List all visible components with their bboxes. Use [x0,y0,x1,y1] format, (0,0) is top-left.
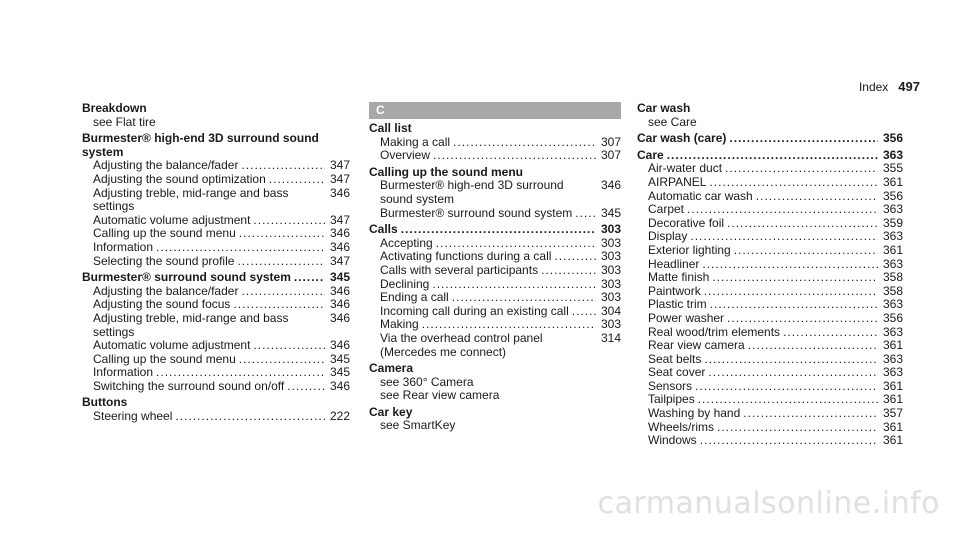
index-subentry-text: Burmester® high-end 3D surround sound system [380,178,564,206]
index-subentry[interactable] [637,176,903,190]
leader-dots [253,339,325,353]
index-subentry-text: Adjusting the sound optimization [93,171,266,186]
index-subentry[interactable] [369,136,621,150]
page-ref[interactable]: 346 [329,226,350,241]
leader-dots [433,149,596,163]
leader-dots [743,407,878,421]
page-ref[interactable]: 361 [882,338,903,353]
index-subentry-text: Rear view camera [648,338,745,353]
index-subentry-text: Windows [648,433,697,448]
index-entry [369,166,621,220]
index-term-text: Burmester® surround sound system [82,270,291,285]
page-ref[interactable]: 361 [882,378,903,393]
index-term-text: Burmester® high-end 3D surround sound system [82,131,319,159]
index-subentry-text: Plastic trim [648,297,707,312]
index-subentry-text: Seat belts [648,351,702,366]
index-subentry[interactable] [369,149,621,163]
index-subentry[interactable] [82,187,350,214]
watermark-logo: carmanualsonline.info [597,486,940,521]
page-ref[interactable]: 303 [600,290,621,305]
index-subentry-text: Carpet [648,202,685,217]
index-subentry[interactable] [82,312,350,339]
index-subentry[interactable] [82,285,350,299]
index-term[interactable] [82,271,350,285]
index-entry [369,362,621,403]
index-term-text: Calling up the sound menu [369,164,523,179]
index-subentry[interactable] [637,339,903,353]
index-subentry[interactable] [82,410,350,424]
index-subentry[interactable] [369,291,621,305]
index-term-text: Car wash (care) [637,131,727,146]
index-subentry-text: Making a call [380,134,451,149]
index-subentry[interactable] [82,380,350,394]
page-ref[interactable]: 355 [882,161,903,176]
page-ref[interactable]: 357 [882,406,903,421]
index-entry [637,102,903,129]
index-subentry-text: Declining [380,276,430,291]
index-subentry[interactable] [637,271,903,285]
index-term [637,102,903,116]
index-subentry[interactable] [369,318,621,332]
index-subentry-text: Calling up the sound menu [93,351,236,366]
page-ref[interactable]: 363 [882,256,903,271]
index-subentry-text: Exterior lighting [648,242,731,257]
leader-dots [712,271,878,285]
page-ref[interactable]: 356 [882,188,903,203]
index-subentry-text: Making [380,317,419,332]
page-ref[interactable]: 359 [882,215,903,230]
leader-dots [687,203,878,217]
index-subentry[interactable] [637,326,903,340]
page-number: 497 [898,79,920,94]
page-ref[interactable]: 303 [600,222,621,237]
page-ref[interactable]: 363 [882,351,903,366]
index-subentry[interactable] [82,241,350,255]
page-ref[interactable]: 363 [882,229,903,244]
index-term [82,102,350,116]
index-subentry[interactable] [637,393,903,407]
index-subentry-text: Activating functions during a call [380,249,552,264]
index-subentry-text: Washing by hand [648,406,741,421]
page-ref[interactable]: 361 [882,419,903,434]
index-entry [82,271,350,393]
index-subentry-text: Overview [380,148,431,163]
index-subentry-text: Incoming call during an existing call [380,303,569,318]
index-subentry[interactable] [637,312,903,326]
leader-dots [156,366,325,380]
index-subentry[interactable] [637,380,903,394]
index-term [369,362,621,376]
page-ref[interactable]: 303 [600,262,621,277]
page-ref[interactable]: 361 [882,392,903,407]
index-subentry[interactable] [637,353,903,367]
page-ref[interactable]: 345 [329,270,350,285]
letter-heading: C [369,102,621,119]
index-subentry [369,376,621,390]
index-term-text: Call list [369,121,412,135]
page-ref[interactable]: 307 [600,148,621,163]
leader-dots [725,162,878,176]
index-subentry-text: Via the overhead control panel (Mercedes me connect) [380,330,543,359]
index-subentry-text: Burmester® surround sound system [380,205,573,220]
leader-dots [783,326,878,340]
index-subentry[interactable] [82,173,350,187]
index-subentry-text: Accepting [380,235,433,250]
leader-dots [708,366,878,380]
leader-dots [436,237,596,251]
leader-dots [156,241,325,255]
page-ref[interactable]: 346 [600,178,621,193]
index-term [82,396,350,410]
leader-dots [727,312,878,326]
index-subentry-text: Tailpipes [648,392,695,407]
index-subentry[interactable] [82,255,350,269]
leader-dots [554,250,596,264]
index-subentry-text: Adjusting treble, mid-range and bass settings [93,310,289,339]
page-ref[interactable]: 303 [600,235,621,250]
leader-dots [727,217,878,231]
leader-dots [175,410,325,424]
page-ref[interactable]: 303 [600,317,621,332]
index-term[interactable] [369,223,621,237]
leader-dots [432,278,596,292]
page-ref[interactable]: 347 [329,158,350,173]
page-ref[interactable]: 347 [329,171,350,186]
leader-dots [239,353,325,367]
index-entry [82,396,350,423]
index-subentry-text: Information [93,239,154,254]
index-subentry-text: Decorative foil [648,215,725,230]
section-title: Index [858,80,889,94]
page-ref[interactable]: 363 [882,202,903,217]
page-ref[interactable]: 303 [600,249,621,264]
index-subentry[interactable] [637,366,903,380]
index-subentry-text: Automatic volume adjustment [93,338,251,353]
index-subentry[interactable] [637,285,903,299]
index-subentry[interactable] [82,227,350,241]
index-subentry[interactable] [369,305,621,319]
index-subentry[interactable] [637,434,903,448]
index-term-text: Calls [369,222,398,237]
index-subentry[interactable] [637,298,903,312]
index-subentry[interactable] [82,366,350,380]
index-entry [637,149,903,448]
index-subentry[interactable] [637,203,903,217]
index-column-1 [82,102,350,427]
index-column-3 [637,102,903,451]
leader-dots [667,149,878,163]
leader-dots [702,258,878,272]
index-subentry-text: Sensors [648,378,693,393]
index-entry [82,102,350,129]
index-entry [369,406,621,433]
index-subentry[interactable] [82,339,350,353]
leader-dots [253,214,325,228]
index-subentry[interactable] [637,421,903,435]
index-subentry-text: Selecting the sound profile [93,253,235,268]
page-ref[interactable]: 361 [882,242,903,257]
page-ref[interactable]: 345 [329,351,350,366]
leader-dots [710,298,878,312]
index-subentry-text: see SmartKey [380,418,456,433]
page-ref[interactable]: 314 [600,330,621,345]
index-subentry[interactable] [369,250,621,264]
index-subentry-text: see Flat tire [93,114,156,129]
index-term-text: Care [637,147,664,162]
index-term [82,132,350,159]
index-subentry-text: Information [93,365,154,380]
leader-dots [700,434,878,448]
index-entry [369,122,621,163]
index-subentry-text: see 360° Camera [380,374,474,389]
leader-dots [237,255,325,269]
page-ref[interactable]: 345 [600,205,621,220]
index-subentry[interactable] [369,264,621,278]
page-ref[interactable]: 363 [882,147,903,162]
leader-dots [734,244,878,258]
leader-dots [704,353,878,367]
leader-dots [233,298,325,312]
leader-dots [241,285,325,299]
index-subentry-text: Power washer [648,310,725,325]
leader-dots [401,223,596,237]
leader-dots [709,176,878,190]
leader-dots [690,230,878,244]
index-subentry[interactable] [82,298,350,312]
index-subentry[interactable] [369,237,621,251]
page-ref[interactable]: 303 [600,276,621,291]
index-term [369,122,621,136]
index-subentry-text: Ending a call [380,290,449,305]
index-subentry[interactable] [82,159,350,173]
page-header [859,79,920,94]
index-entry [369,223,621,359]
index-term-text: Car wash [637,101,691,115]
page-ref[interactable]: 356 [882,131,903,146]
index-term-text: Buttons [82,395,128,410]
index-subentry-text: Seat cover [648,365,706,380]
index-entry [82,132,350,268]
index-column-2 [369,102,621,436]
index-subentry[interactable] [637,190,903,204]
page-ref[interactable]: 304 [600,303,621,318]
index-subentry-text: Matte finish [648,270,710,285]
index-subentry-text: Adjusting the balance/fader [93,283,239,298]
index-subentry[interactable] [369,179,621,206]
index-subentry-text: Wheels/rims [648,419,715,434]
leader-dots [575,207,596,221]
index-subentry[interactable] [82,214,350,228]
page-ref[interactable]: 358 [882,283,903,298]
leader-dots [748,339,878,353]
leader-dots [287,380,325,394]
index-term[interactable] [637,132,903,146]
leader-dots [717,421,878,435]
index-subentry[interactable] [637,230,903,244]
page-ref[interactable]: 363 [882,297,903,312]
index-subentry-text: Switching the surround sound on/off [93,378,285,393]
page-ref[interactable]: 346 [329,239,350,254]
index-term[interactable] [637,149,903,163]
index-term-text: Camera [369,361,414,376]
index-subentry [369,419,621,433]
leader-dots [541,264,596,278]
page-ref[interactable]: 346 [329,338,350,353]
index-subentry-text: Display [648,229,688,244]
page-ref[interactable]: 346 [329,297,350,312]
leader-dots [756,190,878,204]
page-ref[interactable]: 346 [329,283,350,298]
index-subentry[interactable] [637,162,903,176]
leader-dots [239,227,325,241]
page-ref[interactable]: 345 [329,365,350,380]
page-ref[interactable]: 307 [600,134,621,149]
leader-dots [452,291,596,305]
leader-dots [704,285,878,299]
index-subentry [369,389,621,403]
index-subentry-text: Calls with several participants [380,262,539,277]
page-ref[interactable]: 361 [882,433,903,448]
page-ref[interactable]: 346 [329,378,350,393]
index-subentry[interactable] [637,217,903,231]
leader-dots [422,318,596,332]
leader-dots [453,136,596,150]
index-term [369,406,621,420]
page-ref[interactable]: 346 [329,310,350,325]
index-subentry[interactable] [637,258,903,272]
index-subentry-text: Calling up the sound menu [93,226,236,241]
index-subentry-text: Automatic volume adjustment [93,212,251,227]
page-ref[interactable]: 363 [882,365,903,380]
index-subentry-text: Paintwork [648,283,701,298]
index-subentry-text: Adjusting the sound focus [93,297,231,312]
leader-dots [572,305,596,319]
page-ref[interactable]: 356 [882,310,903,325]
index-subentry[interactable] [369,278,621,292]
page-ref[interactable]: 363 [882,324,903,339]
index-subentry[interactable] [82,353,350,367]
page-ref[interactable]: 358 [882,270,903,285]
leader-dots [294,271,325,285]
index-subentry[interactable] [637,407,903,421]
index-subentry-text: Adjusting the balance/fader [93,158,239,173]
index-subentry-text: Automatic car wash [648,188,753,203]
leader-dots [729,132,878,146]
index-subentry-text: Real wood/trim elements [648,324,781,339]
index-subentry[interactable] [369,207,621,221]
index-subentry [637,116,903,130]
index-subentry-text: Adjusting treble, mid-range and bass settings [93,185,289,214]
index-term-text: Car key [369,404,413,419]
page-ref[interactable]: 361 [882,174,903,189]
page-ref[interactable]: 346 [329,185,350,200]
index-subentry-text: Air-water duct [648,161,723,176]
index-subentry-text: see Rear view camera [380,388,500,403]
leader-dots [269,173,325,187]
index-subentry-text: Headliner [648,256,700,271]
page-ref[interactable]: 347 [329,253,350,268]
leader-dots [695,380,878,394]
index-entry [637,132,903,146]
page-ref[interactable]: 222 [329,409,350,424]
leader-dots [698,393,878,407]
index-subentry [82,116,350,130]
index-subentry-text: see Care [648,114,697,129]
index-subentry[interactable] [369,332,621,359]
index-subentry-text: AIRPANEL [648,174,707,189]
index-subentry-text: Steering wheel [93,409,173,424]
index-term-text: Breakdown [82,101,147,115]
index-term [369,166,621,180]
page-ref[interactable]: 347 [329,212,350,227]
index-subentry[interactable] [637,244,903,258]
leader-dots [241,159,325,173]
